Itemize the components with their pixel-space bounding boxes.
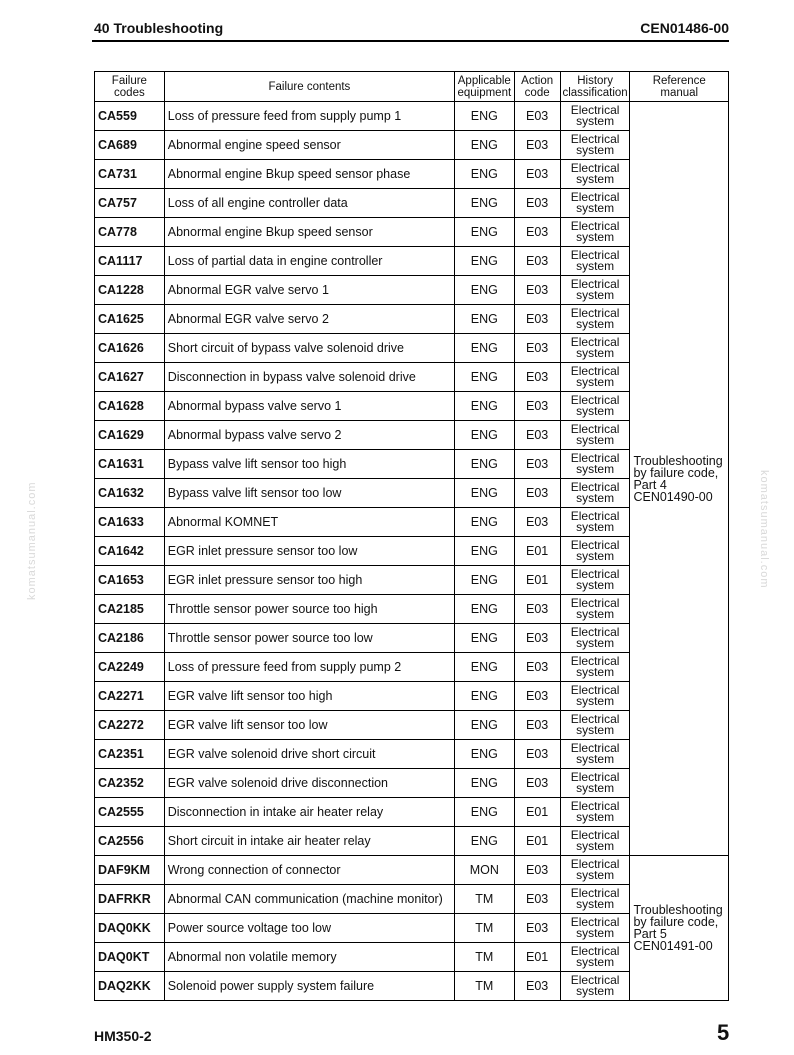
action-code-cell: E03 (514, 914, 560, 943)
failure-code-cell: CA1117 (95, 247, 165, 276)
col-failure-codes: Failure codes (95, 72, 165, 102)
equipment-cell: ENG (455, 479, 515, 508)
equipment-cell: ENG (455, 537, 515, 566)
action-code-cell: E03 (514, 421, 560, 450)
failure-content-cell: Power source voltage too low (164, 914, 454, 943)
equipment-cell: TM (455, 972, 515, 1001)
failure-code-cell: DAQ2KK (95, 972, 165, 1001)
equipment-cell: ENG (455, 450, 515, 479)
failure-content-cell: EGR valve solenoid drive disconnection (164, 769, 454, 798)
action-code-cell: E03 (514, 595, 560, 624)
history-cell: Electrical system (560, 131, 630, 160)
failure-content-cell: Abnormal engine Bkup speed sensor phase (164, 160, 454, 189)
action-code-cell: E03 (514, 102, 560, 131)
equipment-cell: TM (455, 885, 515, 914)
failure-code-cell: CA1629 (95, 421, 165, 450)
equipment-cell: MON (455, 856, 515, 885)
table-header-row (95, 72, 729, 102)
history-cell: Electrical system (560, 421, 630, 450)
failure-code-cell: CA1228 (95, 276, 165, 305)
failure-code-cell: CA1633 (95, 508, 165, 537)
failure-code-cell: DAF9KM (95, 856, 165, 885)
equipment-cell: ENG (455, 334, 515, 363)
equipment-cell: ENG (455, 218, 515, 247)
action-code-cell: E01 (514, 827, 560, 856)
failure-code-cell: CA1632 (95, 479, 165, 508)
history-cell: Electrical system (560, 653, 630, 682)
equipment-cell: ENG (455, 653, 515, 682)
failure-code-cell: CA1628 (95, 392, 165, 421)
action-code-cell: E03 (514, 624, 560, 653)
history-cell: Electrical system (560, 102, 630, 131)
failure-content-cell: Disconnection in bypass valve solenoid drive (164, 363, 454, 392)
page-header (92, 20, 729, 42)
failure-code-cell: CA559 (95, 102, 165, 131)
failure-content-cell: Abnormal bypass valve servo 1 (164, 392, 454, 421)
history-cell: Electrical system (560, 740, 630, 769)
failure-code-cell: CA2272 (95, 711, 165, 740)
history-cell: Electrical system (560, 537, 630, 566)
history-cell: Electrical system (560, 218, 630, 247)
equipment-cell: ENG (455, 711, 515, 740)
equipment-cell: TM (455, 943, 515, 972)
equipment-cell: TM (455, 914, 515, 943)
equipment-cell: ENG (455, 392, 515, 421)
history-cell: Electrical system (560, 885, 630, 914)
history-cell: Electrical system (560, 798, 630, 827)
history-cell: Electrical system (560, 189, 630, 218)
history-cell: Electrical system (560, 247, 630, 276)
col-failure-contents: Failure contents (164, 72, 454, 102)
equipment-cell: ENG (455, 624, 515, 653)
failure-content-cell: EGR valve lift sensor too low (164, 711, 454, 740)
failure-code-cell: CA731 (95, 160, 165, 189)
equipment-cell: ENG (455, 160, 515, 189)
failure-content-cell: Abnormal KOMNET (164, 508, 454, 537)
page-number: 5 (717, 1020, 730, 1045)
failure-content-cell: Bypass valve lift sensor too high (164, 450, 454, 479)
history-cell: Electrical system (560, 624, 630, 653)
model-number: HM350-2 (94, 1028, 152, 1044)
failure-content-cell: Abnormal engine speed sensor (164, 131, 454, 160)
failure-code-cell: CA757 (95, 189, 165, 218)
equipment-cell: ENG (455, 827, 515, 856)
failure-content-cell: Loss of pressure feed from supply pump 2 (164, 653, 454, 682)
failure-code-cell: CA1642 (95, 537, 165, 566)
failure-content-cell: Short circuit in intake air heater relay (164, 827, 454, 856)
failure-code-cell: DAQ0KT (95, 943, 165, 972)
failure-content-cell: Bypass valve lift sensor too low (164, 479, 454, 508)
table-row (95, 102, 729, 131)
equipment-cell: ENG (455, 305, 515, 334)
history-cell: Electrical system (560, 711, 630, 740)
equipment-cell: ENG (455, 276, 515, 305)
action-code-cell: E01 (514, 798, 560, 827)
action-code-cell: E03 (514, 305, 560, 334)
col-action-code: Action code (514, 72, 560, 102)
reference-manual-cell: Troubleshooting by failure code, Part 4 CEN01490-00 (630, 102, 729, 856)
history-cell: Electrical system (560, 914, 630, 943)
equipment-cell: ENG (455, 189, 515, 218)
failure-content-cell: Abnormal EGR valve servo 1 (164, 276, 454, 305)
failure-content-cell: Abnormal bypass valve servo 2 (164, 421, 454, 450)
action-code-cell: E03 (514, 334, 560, 363)
history-cell: Electrical system (560, 305, 630, 334)
action-code-cell: E03 (514, 740, 560, 769)
action-code-cell: E03 (514, 450, 560, 479)
failure-code-cell: CA778 (95, 218, 165, 247)
equipment-cell: ENG (455, 682, 515, 711)
reference-manual-cell: Troubleshooting by failure code, Part 5 CEN01491-00 (630, 856, 729, 1001)
equipment-cell: ENG (455, 566, 515, 595)
action-code-cell: E03 (514, 769, 560, 798)
equipment-cell: ENG (455, 421, 515, 450)
failure-content-cell: Throttle sensor power source too high (164, 595, 454, 624)
history-cell: Electrical system (560, 363, 630, 392)
action-code-cell: E03 (514, 653, 560, 682)
failure-code-cell: CA689 (95, 131, 165, 160)
equipment-cell: ENG (455, 508, 515, 537)
history-cell: Electrical system (560, 827, 630, 856)
action-code-cell: E01 (514, 537, 560, 566)
equipment-cell: ENG (455, 363, 515, 392)
action-code-cell: E03 (514, 218, 560, 247)
failure-content-cell: EGR valve lift sensor too high (164, 682, 454, 711)
failure-code-cell: CA2351 (95, 740, 165, 769)
watermark-left: komatsumanual.com (26, 481, 38, 600)
action-code-cell: E03 (514, 711, 560, 740)
failure-content-cell: Loss of pressure feed from supply pump 1 (164, 102, 454, 131)
action-code-cell: E03 (514, 189, 560, 218)
history-cell: Electrical system (560, 276, 630, 305)
equipment-cell: ENG (455, 740, 515, 769)
failure-code-cell: CA1631 (95, 450, 165, 479)
action-code-cell: E01 (514, 943, 560, 972)
equipment-cell: ENG (455, 769, 515, 798)
failure-code-cell: CA1626 (95, 334, 165, 363)
history-cell: Electrical system (560, 392, 630, 421)
failure-content-cell: EGR valve solenoid drive short circuit (164, 740, 454, 769)
col-applicable-equipment: Applicable equipment (455, 72, 515, 102)
failure-code-cell: CA2556 (95, 827, 165, 856)
equipment-cell: ENG (455, 247, 515, 276)
equipment-cell: ENG (455, 131, 515, 160)
action-code-cell: E03 (514, 131, 560, 160)
history-cell: Electrical system (560, 595, 630, 624)
col-history-classification: History classification (560, 72, 630, 102)
section-title: 40 Troubleshooting (94, 20, 224, 36)
failure-code-table (94, 71, 729, 1001)
equipment-cell: ENG (455, 798, 515, 827)
action-code-cell: E03 (514, 392, 560, 421)
action-code-cell: E03 (514, 885, 560, 914)
action-code-cell: E03 (514, 972, 560, 1001)
history-cell: Electrical system (560, 856, 630, 885)
failure-content-cell: Abnormal engine Bkup speed sensor (164, 218, 454, 247)
failure-code-cell: CA2185 (95, 595, 165, 624)
history-cell: Electrical system (560, 972, 630, 1001)
history-cell: Electrical system (560, 160, 630, 189)
history-cell: Electrical system (560, 566, 630, 595)
history-cell: Electrical system (560, 479, 630, 508)
failure-code-cell: DAQ0KK (95, 914, 165, 943)
failure-code-cell: CA2555 (95, 798, 165, 827)
failure-code-cell: DAFRKR (95, 885, 165, 914)
failure-content-cell: Wrong connection of connector (164, 856, 454, 885)
failure-code-cell: CA1653 (95, 566, 165, 595)
col-reference-manual: Reference manual (630, 72, 729, 102)
failure-content-cell: Throttle sensor power source too low (164, 624, 454, 653)
failure-content-cell: Disconnection in intake air heater relay (164, 798, 454, 827)
failure-content-cell: Abnormal non volatile memory (164, 943, 454, 972)
failure-code-cell: CA2186 (95, 624, 165, 653)
failure-code-cell: CA2249 (95, 653, 165, 682)
action-code-cell: E03 (514, 247, 560, 276)
failure-code-cell: CA1625 (95, 305, 165, 334)
action-code-cell: E03 (514, 856, 560, 885)
history-cell: Electrical system (560, 943, 630, 972)
failure-content-cell: Abnormal EGR valve servo 2 (164, 305, 454, 334)
failure-code-cell: CA2352 (95, 769, 165, 798)
failure-content-cell: Loss of partial data in engine controller (164, 247, 454, 276)
action-code-cell: E03 (514, 682, 560, 711)
history-cell: Electrical system (560, 682, 630, 711)
table-row (95, 856, 729, 885)
history-cell: Electrical system (560, 450, 630, 479)
action-code-cell: E03 (514, 160, 560, 189)
failure-content-cell: EGR inlet pressure sensor too low (164, 537, 454, 566)
failure-content-cell: Abnormal CAN communication (machine monitor) (164, 885, 454, 914)
failure-content-cell: Loss of all engine controller data (164, 189, 454, 218)
history-cell: Electrical system (560, 508, 630, 537)
failure-code-cell: CA1627 (95, 363, 165, 392)
failure-content-cell: EGR inlet pressure sensor too high (164, 566, 454, 595)
equipment-cell: ENG (455, 595, 515, 624)
failure-content-cell: Solenoid power supply system failure (164, 972, 454, 1001)
action-code-cell: E03 (514, 508, 560, 537)
failure-code-cell: CA2271 (95, 682, 165, 711)
action-code-cell: E01 (514, 566, 560, 595)
table-body (95, 102, 729, 1001)
action-code-cell: E03 (514, 276, 560, 305)
history-cell: Electrical system (560, 334, 630, 363)
action-code-cell: E03 (514, 479, 560, 508)
action-code-cell: E03 (514, 363, 560, 392)
document-code: CEN01486-00 (640, 20, 729, 36)
watermark-right: komatsumanual.com (758, 470, 770, 589)
failure-content-cell: Short circuit of bypass valve solenoid drive (164, 334, 454, 363)
equipment-cell: ENG (455, 102, 515, 131)
history-cell: Electrical system (560, 769, 630, 798)
